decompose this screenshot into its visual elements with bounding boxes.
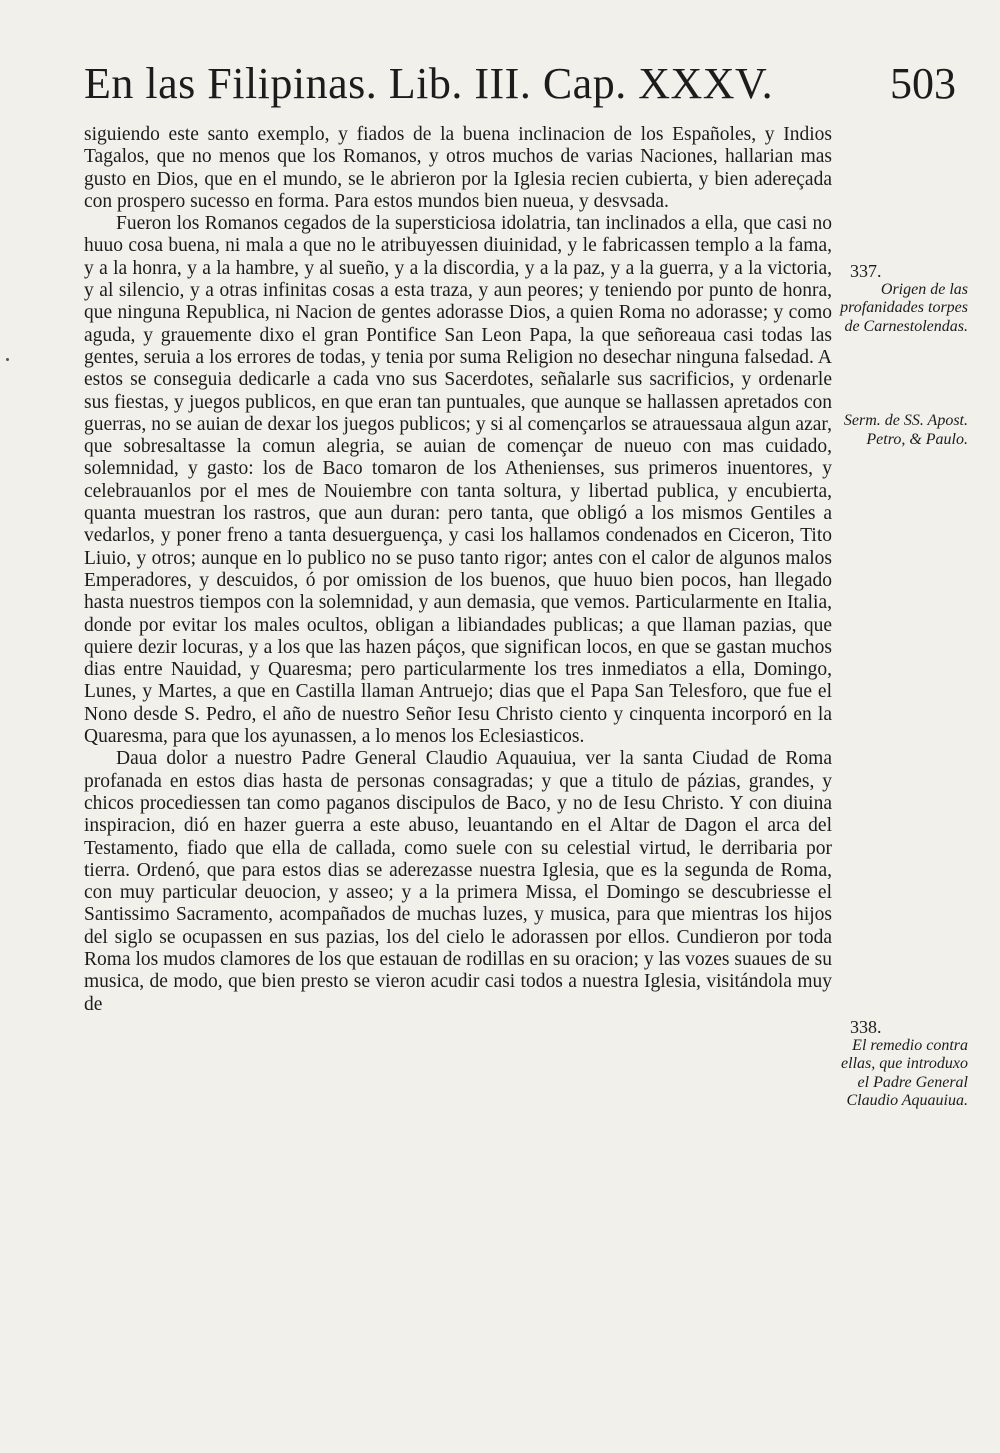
margin-note-citation — [840, 412, 968, 449]
running-head — [84, 58, 964, 128]
paragraph-continuation: siguiendo este santo exemplo, y fiados de la buena inclinacion de los Españoles, y Indios Tagalos, que no menos que los Romanos, y otros muchos de varias Naciones, hallarian mas gusto en Dios, que en el mundo, se le abrieron por la Iglesia recien cubierta, y bien adereçada con prospero sucesso en forma. Para estos mundos bien nueua, y desvsada. — [84, 124, 832, 212]
margin-note-337 — [840, 262, 968, 336]
paragraph-338: Daua dolor a nuestro Padre General Claudio Aquauiua, ver la santa Ciudad de Roma profanada en estos dias hasta de personas consagradas; y que a titulo de pázias, grandes, y chicos procediessen tan como paganos discipulos de Baco, y no de Iesu Christo. Y con diuina inspiracion, dió en hazer guerra a este abuso, leuantando en el Altar de Dagon el arca del Testamento, fiado que ella de callada, como suele con su celestial virtud, le derribaria por tierra. Ordenó, que para estos dias se aderezasse nuestra Iglesia, que es la segunda de Roma, con muy particular deuocion, y asseo; y a la primera Missa, el Domingo se descubriesse el Santissimo Sacramento, acompañados de muchas luzes, y musica, para que mientras los hijos del siglo se ocupassen en sus pazias, los del cielo le adorassen por ellos. Cundieron por toda Roma los mudos clamores de los que estauan de rodillas en su oracion; y las vozes suaues de su musica, de modo, que bien presto se vieron acudir casi todos a nuestra Iglesia, visitándola muy de — [84, 748, 832, 1015]
paragraph-337: Fueron los Romanos cegados de la supersticiosa idolatria, tan inclinados a ella, que casi no huuo cosa buena, ni mala a que no le atribuyessen diuinidad, y le fabricassen templo a la fama, y a la honra, y a la hambre, y al sueño, y a la discordia, y a la paz, y a la guerra, y a la victoria, y al silencio, y a otras infinitas cosas a esta traza, y aun peores; y teniendo por punto de honra, que ninguna Republica, ni Nacion de gentes adorasse Dios, a quien Roma no adorasse; y como aguda, y grauemente dixo el gran Pontifice San Leon Papa, la que señoreaua casi todas las gentes, seruia a los errores de todas, y tenia por suma Religion no desechar ninguna falsedad. A estos se conseguia dedicarle a cada vno sus Sacerdotes, señalarle sus sacrificios, y ordenarle sus fiestas, y juegos publicos, en que eran tan puntuales, que aunque se hallassen apretados con guerras, no se auian de dexar los juegos publicos; y si al començarlos se atrauessaua algun azar, que sobresaltasse la comun alegria, se auian de començar de nueuo con mas cuidado, solemnidad, y gasto: los de Baco tomaron de los Athenienses, sus primeros inuentores, y celebrauanlos por el mes de Nouiembre con tanta soltura, y libertad publica, y encubierta, quanta muestran los rastros, que aun duran: pero tanta, que obligó a los mismos Gentiles a vedarlos, y poner freno a tanta desuerguença, y casi los hallamos condenados en Ciceron, Tito Liuio, y otros; aunque en lo publico no se puso tanto rigor; antes con el calor de algunos malos Emperadores, y descuidos, ó por omission de los buenos, que huuo bien pocos, han llegado hasta nuestros tiempos con la solemnidad, y aun demasia, que vemos. Particularmente en Italia, donde por evitar los males ocultos, obligan a libiandades publicas; a que llaman pazias, que quiere dezir locuras, y a los que las hazen páços, que significan locos, en que se gastan muchos dias entre Nauidad, y Quaresma; pero particularmente los tres inmediatos a ella, Domingo, Lunes, y Martes, a que en Castilla llaman Antruejo; dias que el Papa San Telesforo, que fue el Nono desde S. Pedro, el año de nuestro Señor Iesu Christo ciento y cinquenta incorporó en la Quaresma, para que los ayunassen, a lo menos los Eclesiasticos. — [84, 213, 832, 748]
page-number: 503 — [890, 59, 956, 108]
margin-note-338 — [840, 1018, 968, 1111]
page-title: En las Filipinas. Lib. III. Cap. XXXV. — [84, 59, 774, 108]
margin-note-number: 338. — [850, 1017, 882, 1037]
margin-note-text: El remedio contra ellas, que introduxo el Padre General Claudio Aquauiua. — [841, 1036, 968, 1110]
margin-note-text: Serm. de SS. Apost. Petro, & Paulo. — [843, 412, 968, 448]
margin-note-text: Origen de las profanidades torpes de Carnestolendas. — [840, 280, 968, 335]
ink-speck — [6, 358, 9, 361]
margin-note-number: 337. — [850, 261, 882, 281]
main-text — [84, 124, 832, 1016]
